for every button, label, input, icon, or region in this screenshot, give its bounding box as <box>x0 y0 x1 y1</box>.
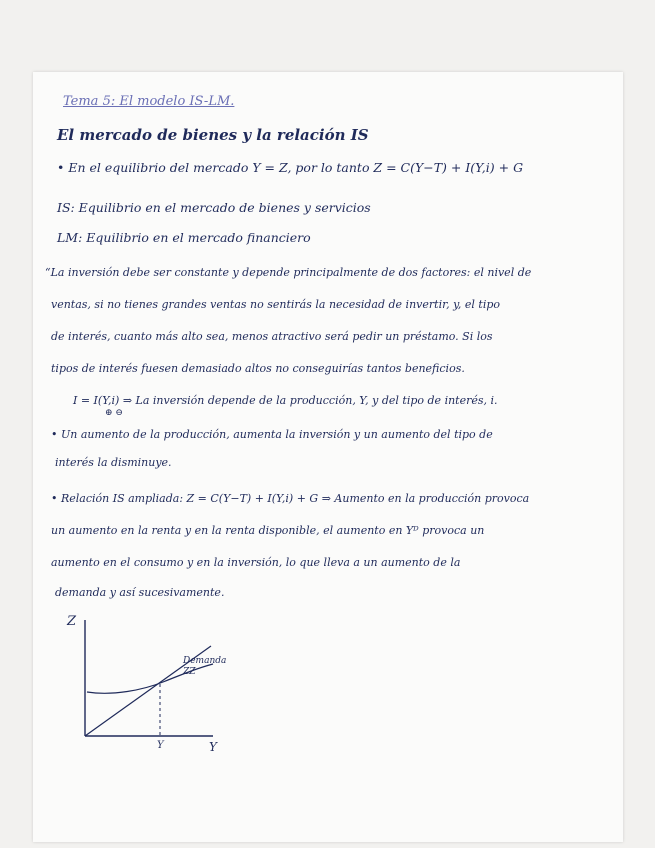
text-line: ventas, si no tienes grandes ventas no sentirás la necesidad de invertir, y, el tipo <box>51 298 501 311</box>
text-line: “La inversión debe ser constante y depende principalmente de dos factores: el nivel de <box>45 266 532 279</box>
text-line: • Un aumento de la producción, aumenta la inversión y un aumento del tipo de <box>51 428 493 441</box>
text-line: aumento en el consumo y en la inversión, lo que lleva a un aumento de la <box>51 556 461 569</box>
text-line: • Relación IS ampliada: Z = C(Y−T) + I(Y,i) + G ⇒ Aumento en la producción provoca <box>51 492 530 505</box>
text-line: demanda y así sucesivamente. <box>55 586 225 599</box>
y-axis-label: Z <box>67 614 77 629</box>
handwritten-page <box>33 72 623 842</box>
text-line: I = I(Y,i) ⇒ La inversión depende de la producción, Y, y del tipo de interés, i. <box>73 394 498 407</box>
x-axis-label: Y <box>209 740 217 754</box>
text-line: • En el equilibrio del mercado Y = Z, por lo tanto Z = C(Y−T) + I(Y,i) + G <box>57 160 524 175</box>
is-diagram <box>63 612 223 752</box>
text-line: un aumento en la renta y en la renta disponible, el aumento en Yᴰ provoca un <box>51 524 485 537</box>
text-line: tipos de interés fuesen demasiado altos no conseguirías tantos beneficios. <box>51 362 465 375</box>
sign-marks: ⊕ ⊖ <box>105 408 123 418</box>
text-line: LM: Equilibrio en el mercado financiero <box>57 230 311 245</box>
section-heading: El mercado de bienes y la relación IS <box>57 126 369 144</box>
text-line: IS: Equilibrio en el mercado de bienes y servicios <box>57 200 371 215</box>
text-line: de interés, cuanto más alto sea, menos atractivo será pedir un préstamo. Si los <box>51 330 493 343</box>
equilibrium-output-label: Y <box>157 740 164 751</box>
text-line: interés la disminuye. <box>55 456 172 469</box>
demand-curve-label: Demanda ZZ <box>183 656 227 677</box>
page-title: Tema 5: El modelo IS-LM. <box>63 94 235 109</box>
